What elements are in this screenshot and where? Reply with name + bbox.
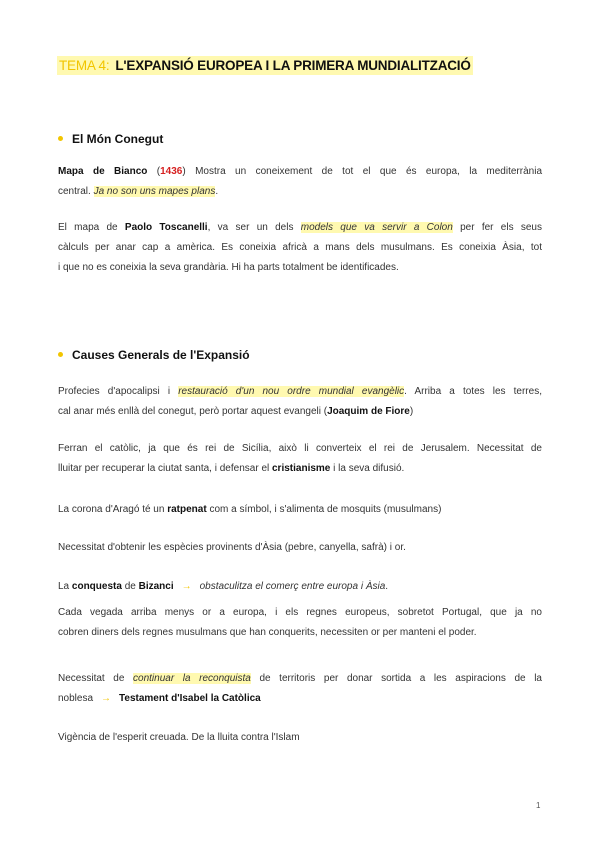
year-highlight: 1436 [160, 166, 183, 177]
bullet-icon [58, 136, 63, 141]
paragraph-line [58, 577, 542, 597]
text-run: de territoris per donar sortida a les aspiracions de la [250, 673, 542, 684]
text-run: La [58, 581, 72, 592]
text-run: . [385, 581, 389, 592]
page-title [57, 56, 473, 75]
paragraph-line: cobren diners dels regnes musulmans que han conquerits, necessiten or per manteni el poder. [58, 627, 477, 638]
paragraph-line [58, 459, 542, 479]
text-run: cal anar més enllà del conegut, però portar aquest evangeli ( [58, 406, 328, 417]
text-run: Profecies d'apocalipsi i [58, 386, 179, 397]
arrow-right-icon: → [101, 693, 112, 704]
section-heading-text: Causes Generals de l'Expansió [72, 348, 250, 362]
paragraph-especies [58, 538, 542, 558]
paragraph-ferran [58, 439, 542, 479]
bold-term: Bizanci [138, 581, 174, 592]
text-run: ) [409, 406, 414, 417]
text-run: de [121, 581, 139, 592]
section-heading-causes [58, 347, 250, 363]
text-run: ( [147, 166, 161, 177]
bold-term: Testament d'Isabel la Catòlica [119, 693, 261, 704]
text-run: i la seva difusió. [330, 463, 405, 474]
paragraph-line: càlculs per anar cap a amèrica. Es coneixia africà a mans dels musulmans. Es coneixia Àsia, tot [58, 242, 542, 253]
bold-term: ratpenat [167, 504, 207, 515]
paragraph-line: Ferran el catòlic, ja que és rei de Sicília, això li converteix el rei de Jerusalem. Necessitat de [58, 443, 542, 454]
paragraph-line [58, 382, 542, 402]
text-run: com a símbol, i s'alimenta de mosquits (musulmans) [206, 504, 442, 515]
text-run: per fer els seus [452, 222, 542, 233]
text-run: El mapa de [58, 222, 125, 233]
highlighted-text: continuar la reconquista [133, 673, 251, 684]
page-number: 1 [536, 801, 541, 810]
title-main: L'EXPANSIÓ EUROPEA I LA PRIMERA MUNDIALITZACIÓ [115, 58, 471, 73]
arrow-right-icon: → [181, 581, 192, 592]
text-run: lluitar per recuperar la ciutat santa, i defensar el [58, 463, 272, 474]
paragraph-ratpenat [58, 500, 542, 520]
text-run: La corona d'Aragó té un [58, 504, 168, 515]
text-run: ) Mostra un coneixement de tot el que és europa, la mediterrània [182, 166, 542, 177]
bullet-icon [58, 352, 63, 357]
highlighted-text: Ja no son uns mapes plans [93, 186, 216, 197]
paragraph-creuada [58, 728, 542, 748]
section-heading-text: El Món Conegut [72, 132, 164, 146]
paragraph-or [58, 603, 542, 643]
highlighted-text: models que va servir a Colon [300, 222, 453, 233]
paragraph-line [58, 500, 542, 520]
paragraph-line [58, 689, 542, 709]
highlighted-text: restauració d'un nou ordre mundial evangèlic [178, 386, 405, 397]
bold-term: Joaquim de Fiore [327, 406, 410, 417]
paragraph-mapa-bianco [58, 162, 542, 202]
paragraph-line: Cada vegada arriba menys or a europa, i els regnes europeus, sobretot Portugal, que ja no [58, 607, 542, 618]
bold-term: cristianisme [272, 463, 331, 474]
bold-term: Mapa de Bianco [58, 166, 148, 177]
text-run: central. [58, 186, 94, 197]
text-run: . [215, 186, 219, 197]
text-run: noblesa [58, 693, 94, 704]
title-tema: TEMA 4: [59, 58, 110, 73]
text-run: . Arriba a totes les terres, [404, 386, 542, 397]
text-run: , va ser un dels [207, 222, 301, 233]
paragraph-line [58, 218, 542, 238]
text-run: Necessitat de [58, 673, 134, 684]
bold-term: conquesta [71, 581, 122, 592]
paragraph-line [58, 402, 542, 422]
paragraph-line [58, 162, 542, 182]
paragraph-line: i que no es coneixia la seva grandària. Hi ha parts totalment be identificades. [58, 262, 399, 273]
paragraph-bizanci [58, 577, 542, 597]
section-heading-mon-conegut [58, 131, 163, 147]
paragraph-line: Vigència de l'esperit creuada. De la lluita contra l'Islam [58, 732, 300, 743]
paragraph-reconquista [58, 669, 542, 709]
paragraph-line [58, 182, 542, 202]
paragraph-line [58, 669, 542, 689]
bold-term: Paolo Toscanelli [124, 222, 208, 233]
italic-text: obstaculitza el comerç entre europa i Àsia [199, 581, 386, 592]
paragraph-line: Necessitat d'obtenir les espècies provinents d'Àsia (pebre, canyella, safrà) i or. [58, 542, 406, 553]
paragraph-toscanelli [58, 218, 542, 278]
paragraph-profecies [58, 382, 542, 422]
